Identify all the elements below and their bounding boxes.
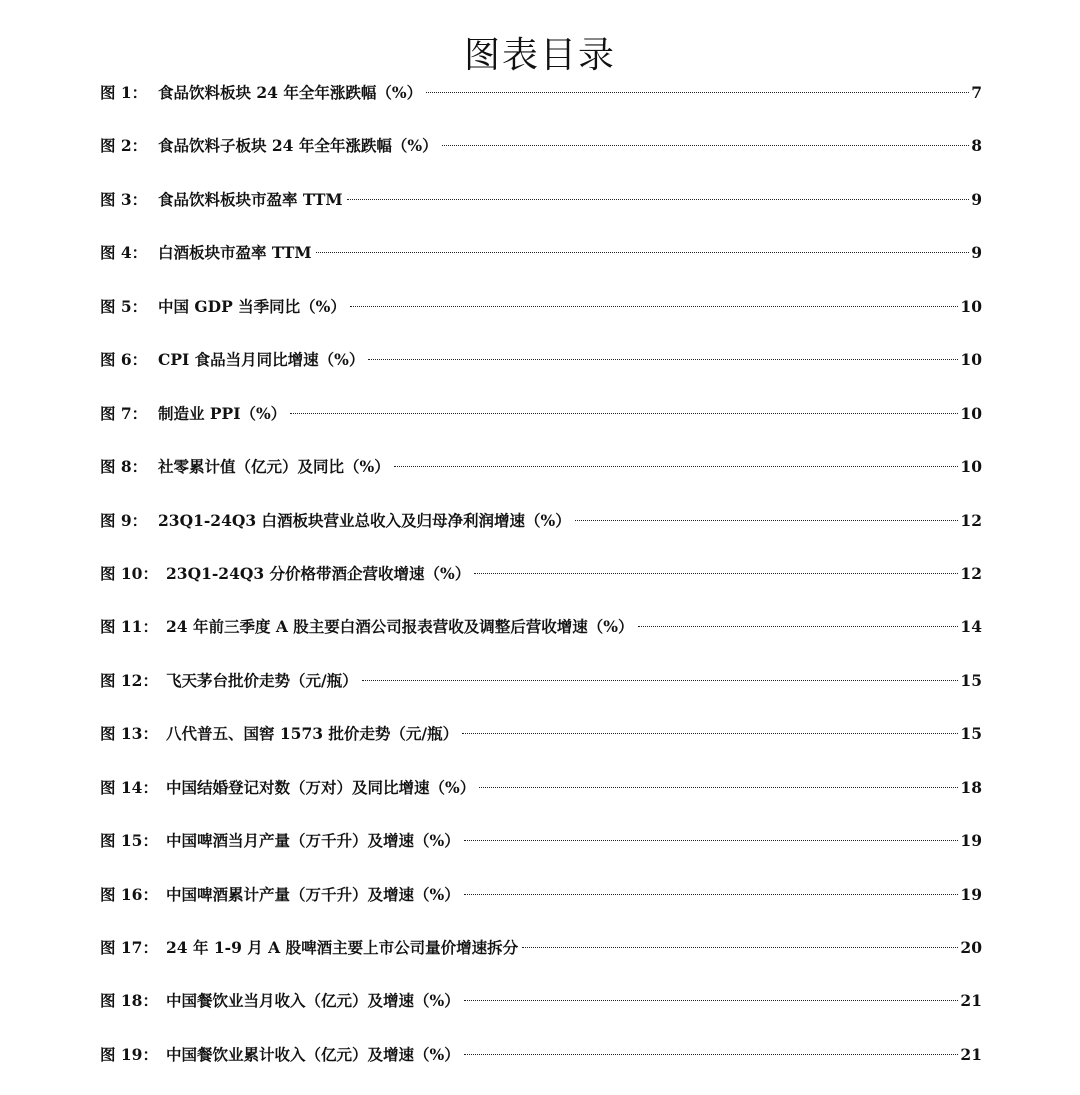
toc-entry[interactable]	[100, 1042, 982, 1095]
figure-title[interactable]: 社零累计值（亿元）及同比（%）	[158, 457, 390, 477]
dot-leader	[464, 1054, 959, 1055]
figure-label: 图 7：	[100, 403, 148, 423]
figure-label: 图 5：	[100, 296, 148, 316]
figure-title[interactable]: 制造业 PPI（%）	[158, 403, 287, 423]
toc-entry[interactable]	[100, 935, 982, 988]
toc-entry[interactable]	[100, 614, 982, 667]
toc-entry[interactable]	[100, 882, 982, 935]
toc-entry[interactable]	[100, 561, 982, 614]
figure-label: 图 10：	[100, 563, 158, 583]
figure-title[interactable]: 中国啤酒当月产量（万千升）及增速（%）	[166, 831, 460, 851]
dot-leader	[474, 573, 958, 574]
toc-entry[interactable]	[100, 775, 982, 828]
page-number[interactable]: 19	[960, 831, 982, 851]
figure-label: 图 11：	[100, 617, 158, 637]
toc-entry[interactable]	[100, 294, 982, 347]
figure-title[interactable]: 23Q1-24Q3 白酒板块营业总收入及归母净利润增速（%）	[158, 510, 571, 530]
dot-leader	[464, 1000, 959, 1001]
figure-label: 图 13：	[100, 724, 158, 744]
figure-label: 图 3：	[100, 189, 148, 209]
toc-entry[interactable]	[100, 988, 982, 1041]
figure-title[interactable]: 24 年 1-9 月 A 股啤酒主要上市公司量价增速拆分	[166, 938, 519, 957]
dot-leader	[290, 413, 958, 414]
page-number[interactable]: 9	[971, 189, 982, 209]
figure-title[interactable]: 八代普五、国窖 1573 批价走势（元/瓶）	[166, 724, 459, 744]
toc-entry[interactable]	[100, 240, 982, 293]
dot-leader	[347, 199, 970, 200]
dot-leader	[362, 680, 959, 681]
figure-label: 图 16：	[100, 884, 158, 904]
dot-leader	[464, 894, 959, 895]
figure-label: 图 9：	[100, 510, 148, 530]
page-number[interactable]: 10	[960, 457, 982, 477]
dot-leader	[368, 359, 958, 360]
figure-title[interactable]: 中国餐饮业当月收入（亿元）及增速（%）	[166, 991, 460, 1011]
toc-entry[interactable]	[100, 828, 982, 881]
dot-leader	[575, 520, 959, 521]
figure-label: 图 6：	[100, 350, 148, 370]
figure-title[interactable]: 食品饮料子板块 24 年全年涨跌幅（%）	[158, 136, 438, 156]
figure-title[interactable]: 中国餐饮业累计收入（亿元）及增速（%）	[166, 1044, 460, 1064]
figure-label: 图 17：	[100, 938, 158, 957]
figure-label: 图 8：	[100, 457, 148, 477]
dot-leader	[464, 840, 959, 841]
toc-entry[interactable]	[100, 508, 982, 561]
figure-title[interactable]: 24 年前三季度 A 股主要白酒公司报表营收及调整后营收增速（%）	[166, 617, 634, 637]
page-number[interactable]: 15	[960, 670, 982, 690]
page-number[interactable]: 15	[960, 724, 982, 744]
page-number[interactable]: 10	[960, 350, 982, 370]
page-number[interactable]: 20	[960, 938, 982, 957]
figure-label: 图 2：	[100, 136, 148, 156]
page-number[interactable]: 18	[960, 777, 982, 797]
figure-title[interactable]: 白酒板块市盈率 TTM	[158, 243, 312, 263]
toc-entry[interactable]	[100, 721, 982, 774]
page-title: 图表目录	[463, 35, 616, 77]
figure-label: 图 12：	[100, 670, 158, 690]
figure-title[interactable]: 食品饮料板块 24 年全年涨跌幅（%）	[158, 83, 423, 102]
page-number[interactable]: 7	[971, 83, 982, 102]
figure-title[interactable]: 中国啤酒累计产量（万千升）及增速（%）	[166, 884, 460, 904]
page-number[interactable]: 21	[960, 991, 982, 1011]
dot-leader	[316, 252, 970, 253]
dot-leader	[426, 92, 969, 93]
figure-title[interactable]: CPI 食品当月同比增速（%）	[158, 350, 365, 370]
dot-leader	[350, 306, 959, 307]
toc-entry[interactable]	[100, 454, 982, 507]
toc-entry[interactable]	[100, 133, 982, 186]
toc-entry[interactable]	[100, 401, 982, 454]
page-number[interactable]: 10	[960, 403, 982, 423]
dot-leader	[479, 787, 958, 788]
figure-label: 图 15：	[100, 831, 158, 851]
figure-label: 图 4：	[100, 243, 148, 263]
figure-title[interactable]: 中国结婚登记对数（万对）及同比增速（%）	[166, 777, 476, 797]
page-number[interactable]: 10	[960, 296, 982, 316]
page-number[interactable]: 19	[960, 884, 982, 904]
figure-label: 图 18：	[100, 991, 158, 1011]
figure-title[interactable]: 23Q1-24Q3 分价格带酒企营收增速（%）	[166, 563, 471, 583]
figure-label: 图 1：	[100, 83, 148, 102]
page-number[interactable]: 14	[960, 617, 982, 637]
figure-label: 图 19：	[100, 1044, 158, 1064]
page-number[interactable]: 8	[971, 136, 982, 156]
dot-leader	[522, 947, 958, 948]
toc-entry[interactable]	[100, 668, 982, 721]
toc-entry[interactable]	[100, 347, 982, 400]
figure-list	[100, 80, 982, 1095]
dot-leader	[638, 626, 959, 627]
page-number[interactable]: 9	[971, 243, 982, 263]
toc-entry[interactable]	[100, 80, 982, 133]
figure-title[interactable]: 食品饮料板块市盈率 TTM	[158, 189, 343, 209]
dot-leader	[394, 466, 959, 467]
dot-leader	[442, 145, 970, 146]
figure-label: 图 14：	[100, 777, 158, 797]
page-number[interactable]: 12	[960, 563, 982, 583]
figure-title[interactable]: 中国 GDP 当季同比（%）	[158, 296, 346, 316]
figure-title[interactable]: 飞天茅台批价走势（元/瓶）	[166, 670, 358, 690]
dot-leader	[462, 733, 958, 734]
page-number[interactable]: 21	[960, 1044, 982, 1064]
page-number[interactable]: 12	[960, 510, 982, 530]
toc-entry[interactable]	[100, 187, 982, 240]
